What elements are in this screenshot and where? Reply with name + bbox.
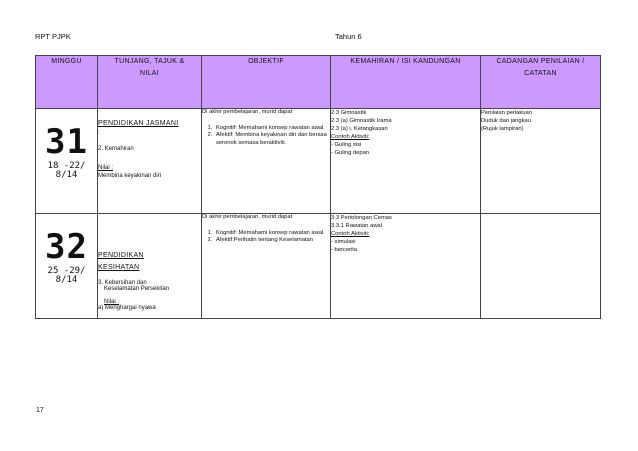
table-row — [36, 214, 601, 319]
tajuk-cell — [98, 214, 202, 319]
kemahiran-line: 3.3.1 Rawatan awal — [331, 223, 382, 229]
week-number: 31 — [45, 122, 88, 162]
cadangan-cell — [481, 109, 601, 214]
kemahiran-cell — [331, 109, 481, 214]
kemahiran-cell — [331, 214, 481, 319]
kemahiran-line: 2.3 Gimnastik — [331, 110, 367, 116]
week-number: 32 — [45, 227, 88, 267]
tajuk-title: PENDIDIKAN — [98, 252, 144, 259]
page-number: 17 — [36, 407, 44, 414]
objektif-item: 1. Kognitif: Memahami konsep rawatan awal. — [214, 125, 330, 132]
col-header-tajuk: TUNJANG, TAJUK & NILAI — [98, 56, 202, 109]
col-header-minggu: MINGGU — [36, 56, 98, 109]
objektif-cell — [202, 214, 331, 319]
objektif-intro: Di akhir pembelajaran, murid dapat — [202, 214, 293, 220]
nilai-label: Nilai : — [98, 165, 114, 171]
tajuk-title: PENDIDIKAN JASMANI — [98, 120, 179, 127]
aktiviti-item: - Guling depan — [331, 150, 370, 156]
kemahiran-line: 2.3 (a) i. Ketangkasan — [331, 126, 388, 132]
col-header-kemahiran: KEMAHIRAN / ISI KANDUNGAN — [331, 56, 481, 109]
week-date: 18 -22/8/14 — [47, 161, 86, 180]
kemahiran-line: 3.3 Pertolongan Cemas — [331, 215, 392, 221]
header-right: Tahun 6 — [335, 32, 362, 41]
objektif-cell — [202, 109, 331, 214]
nilai-value: Membina keyakinan diri — [98, 173, 162, 179]
header-left: RPT PJPK — [35, 32, 71, 41]
objektif-item: 2. Afektif: Membina keyakinan diri dan berasa seronok semasa beraktiviti. — [214, 132, 330, 146]
tajuk-title-line2: KESIHATAN — [98, 264, 140, 271]
cadangan-cell — [481, 214, 601, 319]
tajuk-subtopic-line2: Keselamatan Persekitan — [104, 286, 170, 292]
tajuk-subtopic: 2. Kemahiran — [98, 146, 134, 152]
objektif-item: 1. Kognitif: Memahami konsep rawatan awal. — [214, 230, 330, 237]
week-date: 25 -29/8/14 — [47, 266, 86, 285]
contoh-aktiviti-label: Contoh Aktiviti: — [331, 134, 370, 140]
cadangan-line: (Rujuk lampiran) — [481, 126, 524, 132]
tajuk-colon: : — [98, 130, 100, 136]
rpt-table — [35, 55, 601, 319]
col-header-cadangan: CADANGAN PENILAIAN / CATATAN — [481, 56, 601, 109]
cadangan-line: Duduk dan jangkau — [481, 118, 531, 124]
nilai-value: a) Menghargai nyawa — [98, 305, 156, 311]
objektif-item: 2. Afektif:Perihatin tentang Keselamatan — [214, 237, 330, 244]
aktiviti-item: - Guling sisi — [331, 142, 362, 148]
aktiviti-item: - simulasi — [331, 239, 356, 245]
contoh-aktiviti-label: Contoh Aktiviti: — [331, 231, 370, 237]
table-row — [36, 109, 601, 214]
objektif-intro: Di akhir pembelajaran, murid dapat — [202, 109, 293, 115]
week-cell — [36, 109, 98, 214]
week-cell — [36, 214, 98, 319]
tajuk-subtopic: 3. Kebersihan dan — [98, 280, 147, 286]
kemahiran-line: 2.3 (a) Gimnastik Irama — [331, 118, 392, 124]
table-header-row — [36, 56, 601, 109]
aktiviti-item: - bercerita — [331, 247, 358, 253]
tajuk-cell — [98, 109, 202, 214]
nilai-label: Nilai : — [104, 299, 120, 305]
col-header-objektif: OBJEKTIF — [202, 56, 331, 109]
cadangan-line: Penilaian perlakuan — [481, 110, 532, 116]
